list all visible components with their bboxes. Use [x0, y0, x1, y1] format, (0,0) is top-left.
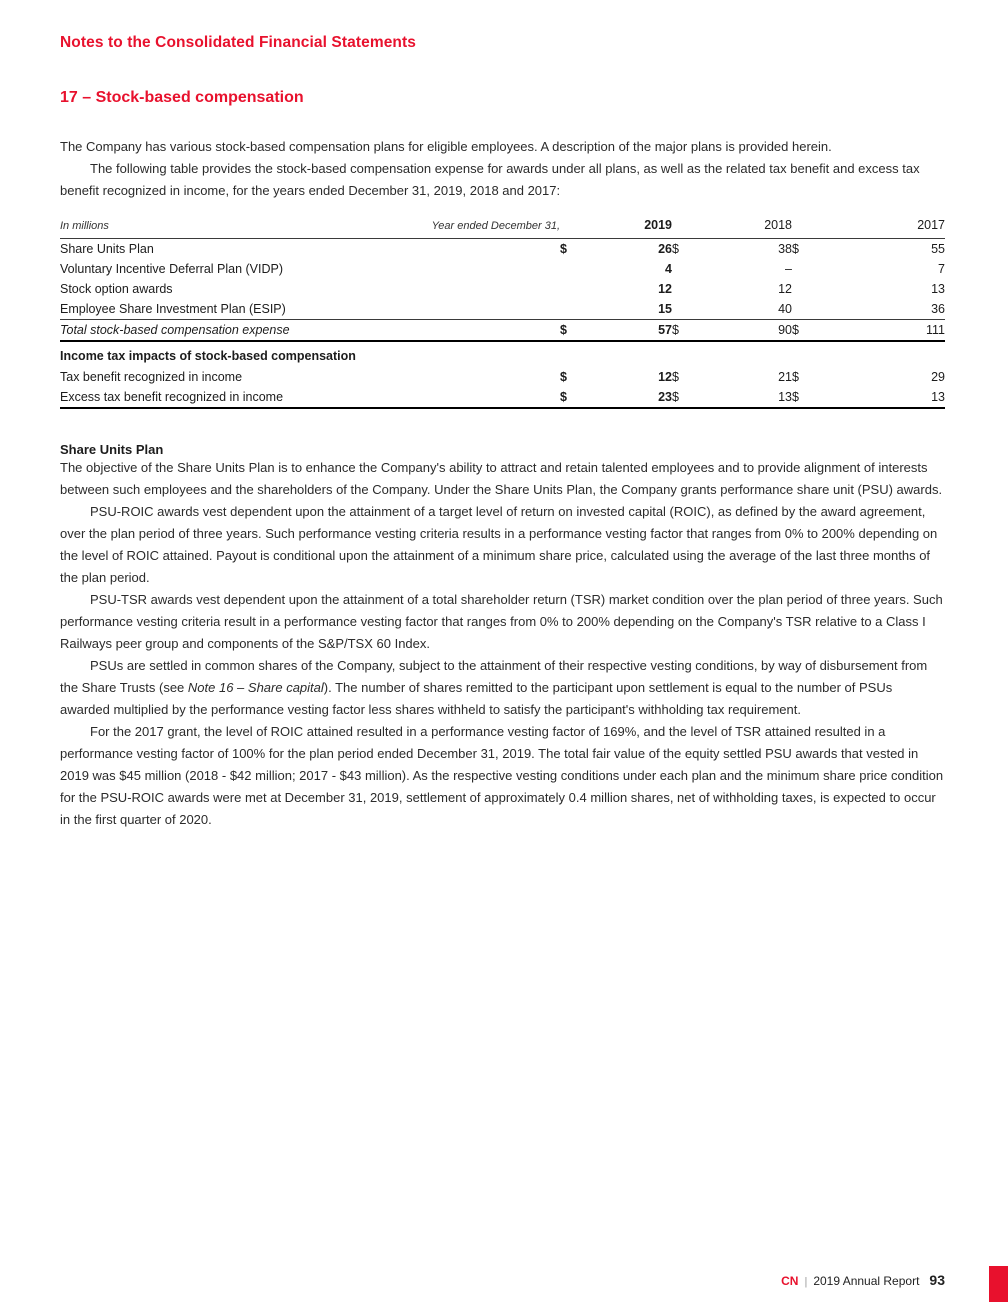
- dollar-sign-2018: $: [672, 370, 679, 384]
- footer-separator: |: [804, 1276, 808, 1288]
- page-footer: [781, 1272, 945, 1288]
- document-header: Notes to the Consolidated Financial Statements: [60, 34, 416, 51]
- dollar-sign-2017: $: [792, 242, 799, 256]
- value-2017: 13: [830, 387, 945, 408]
- dollar-sign-2017: [792, 259, 830, 279]
- row-label: Tax benefit recognized in income: [60, 370, 243, 384]
- dollar-sign-2019: [560, 259, 590, 279]
- column-header-2017: 2017: [792, 215, 945, 239]
- value-2018: 21: [778, 370, 792, 384]
- value-2018: 90: [710, 320, 792, 342]
- row-label: Voluntary Incentive Deferral Plan (VIDP): [60, 262, 284, 276]
- value-2018: –: [785, 262, 792, 276]
- value-2018: 40: [710, 299, 792, 320]
- body-paragraph-3: PSU-TSR awards vest dependent upon the attainment of a total shareholder return (TSR) market condition over the plan period of three years. Such performance vesting criteria result in a performance vesting factor that ranges from 0% to 200% depending on the Company's TSR relative to a Class I Railways peer group and components of the S&P/TSX 60 Index.: [60, 592, 943, 651]
- dollar-sign-2017: [792, 299, 830, 320]
- table-header-row: [60, 215, 945, 239]
- intro-paragraph-1: The Company has various stock-based compensation plans for eligible employees. A description of the major plans is provided herein.: [60, 139, 832, 154]
- table-row: [60, 279, 945, 299]
- value-2019: 57: [590, 320, 672, 342]
- dollar-sign-2018: [672, 299, 710, 320]
- dollar-sign-2017: $: [792, 320, 830, 342]
- value-2017: 36: [830, 299, 945, 320]
- value-2019: 26: [658, 242, 672, 256]
- row-label: Excess tax benefit recognized in income: [60, 387, 560, 408]
- dollar-sign-2018: $: [672, 242, 679, 256]
- table-row: [60, 367, 945, 387]
- intro-paragraph-2: The following table provides the stock-based compensation expense for awards under all plans, as well as the related tax benefit and excess tax benefit recognized in income, for the years ended December 31, 2019, 2018 and 2017:: [60, 161, 920, 198]
- share-units-plan-heading: Share Units Plan: [60, 442, 164, 457]
- row-label: Income tax impacts of stock-based compensation: [60, 349, 356, 363]
- page-edge-tab: [989, 1266, 1008, 1302]
- body-paragraph-2: PSU-ROIC awards vest dependent upon the attainment of a target level of return on invested capital (ROIC), as defined by the award agreement, over the plan period of three years. Such performance vesting criteria results in a performance vesting factor that ranges from 0% to 200% depending on the level of ROIC attained. Payout is conditional upon the attainment of a minimum share price, calculated using the average of the last three months of the plan period.: [60, 504, 938, 585]
- share-units-plan-body: [60, 457, 945, 831]
- note-16-reference: Note 16 – Share capital: [187, 680, 324, 695]
- intro-paragraphs: [60, 136, 945, 202]
- dollar-sign-2017: $: [792, 387, 830, 408]
- table-total-row: [60, 320, 945, 342]
- dollar-sign-2017: [792, 279, 830, 299]
- dollar-sign-2018: $: [672, 320, 710, 342]
- value-2019: 4: [665, 262, 672, 276]
- table-units-label: In millions: [60, 215, 390, 239]
- value-2019: 23: [590, 387, 672, 408]
- dollar-sign-2018: [672, 279, 710, 299]
- dollar-sign-2018: $: [672, 387, 710, 408]
- dollar-sign-2019: $: [560, 242, 567, 256]
- value-2018: 12: [778, 282, 792, 296]
- body-paragraph-1: The objective of the Share Units Plan is to enhance the Company's ability to attract and retain talented employees and to provide alignment of interests between such employees and the shareholders of the Company. Under the Share Units Plan, the Company grants performance share unit (PSU) awards.: [60, 460, 943, 497]
- value-2018: 38: [778, 242, 792, 256]
- dollar-sign-2019: $: [560, 370, 567, 384]
- dollar-sign-2017: $: [792, 370, 799, 384]
- table-row: [60, 259, 945, 279]
- body-paragraph-5: For the 2017 grant, the level of ROIC attained resulted in a performance vesting factor of 169%, and the level of TSR attained resulted in a performance vesting factor of 100% for the plan period ended December 31, 2019. The total fair value of the equity settled PSU awards that vested in 2019 was $45 million (2018 - $42 million; 2017 - $43 million). As the respective vesting conditions under each plan and the minimum share price condition for the PSU-ROIC awards were met at December 31, 2019, settlement of approximately 0.4 million shares, net of withholding taxes, is expected to occur in the first quarter of 2020.: [60, 724, 944, 827]
- paragraph-4-text: PSUs are settled in common shares of the Company, subject to the attainment of their respective vesting conditions, by way of disbursement from the Share Trusts (see: [60, 658, 928, 695]
- table-section-header-row: [60, 341, 945, 367]
- stock-compensation-expense-table: [60, 215, 945, 409]
- value-2017: 7: [938, 262, 945, 276]
- row-label: Total stock-based compensation expense: [60, 320, 560, 342]
- paragraph-4-text: ). The number of shares remitted to the participant upon settlement is equal to the number of PSUs awarded multiplied by the performance vesting factor less shares withheld to satisfy the participant's withholding tax requirement.: [60, 680, 893, 717]
- table-row: [60, 239, 945, 260]
- table-row: [60, 299, 945, 320]
- row-label: Share Units Plan: [60, 242, 154, 256]
- report-title: 2019 Annual Report: [813, 1274, 920, 1288]
- dollar-sign-2018: [672, 259, 710, 279]
- row-label: Stock option awards: [60, 282, 173, 296]
- value-2017: 29: [931, 370, 945, 384]
- value-2017: 13: [931, 282, 945, 296]
- body-paragraph-4: [60, 655, 945, 721]
- column-header-2018: 2018: [672, 215, 792, 239]
- row-label: Employee Share Investment Plan (ESIP): [60, 299, 560, 320]
- value-2019: 12: [658, 282, 672, 296]
- dollar-sign-2019: $: [560, 387, 590, 408]
- column-header-2019: 2019: [560, 215, 672, 239]
- value-2017: 55: [931, 242, 945, 256]
- value-2019: 15: [590, 299, 672, 320]
- table-row: [60, 387, 945, 408]
- dollar-sign-2019: [560, 299, 590, 320]
- page-number: 93: [929, 1272, 945, 1288]
- note-section-title: 17 – Stock-based compensation: [60, 89, 304, 106]
- value-2017: 111: [830, 320, 945, 342]
- dollar-sign-2019: [560, 279, 590, 299]
- cn-logo-text: CN: [781, 1274, 799, 1288]
- value-2019: 12: [658, 370, 672, 384]
- dollar-sign-2019: $: [560, 320, 590, 342]
- table-period-label: Year ended December 31,: [390, 215, 560, 239]
- value-2018: 13: [710, 387, 792, 408]
